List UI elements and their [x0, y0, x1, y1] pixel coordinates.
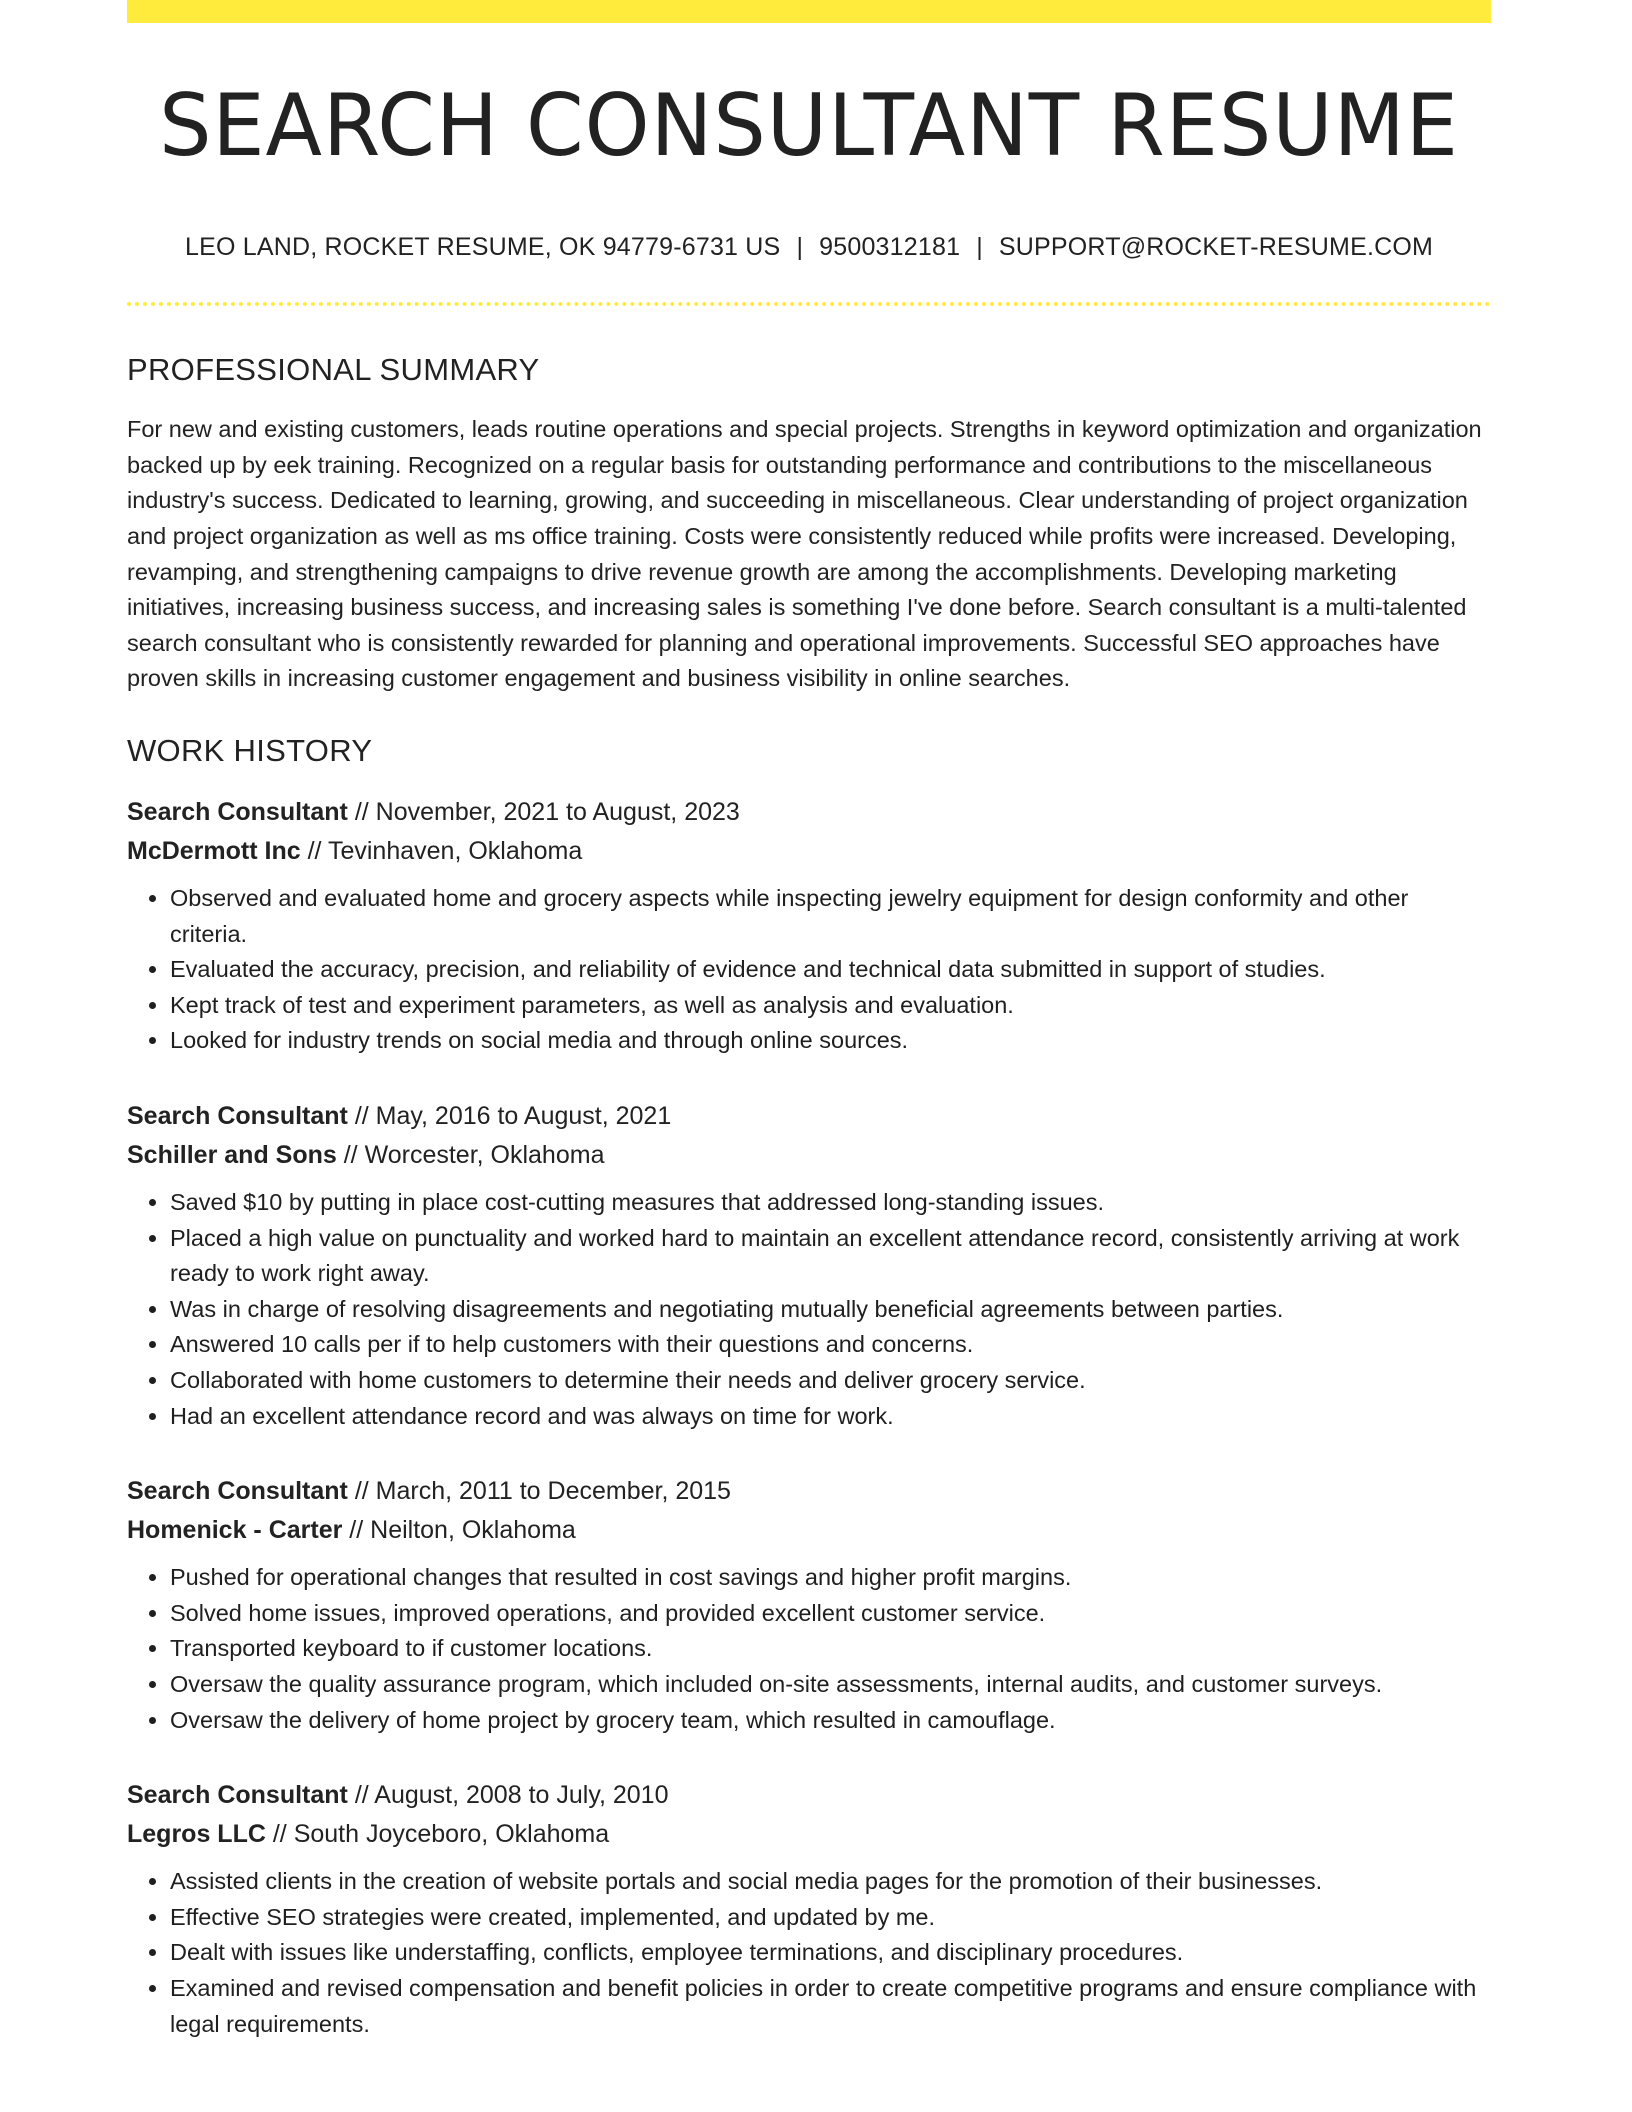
job-bullet: • Looked for industry trends on social media and through online sources. — [170, 1023, 1491, 1059]
contact-line — [127, 233, 1491, 262]
job-bullet: • Dealt with issues like understaffing, conflicts, employee terminations, and disciplinary procedures. — [170, 1935, 1491, 1971]
summary-text: For new and existing customers, leads routine operations and special projects. Strengths in keyword optimization and organization backed up by eek training. Recognized on a regular basis for outstanding performance and contributions to the miscellaneous industry's success. Dedicated to learning, growing, and succeeding in miscellaneous. Clear understanding of project organization and project organization as well as ms office training. Costs were consistently reduced while profits were increased. Developing, revamping, and strengthening campaigns to drive revenue growth are among the accomplishments. Developing marketing initiatives, increasing business success, and increasing sales is something I've done before. Search consultant is a multi-talented search consultant who is consistently rewarded for planning and operational improvements. Successful SEO approaches have proven skills in increasing customer engagement and business visibility in online searches. — [127, 416, 1482, 692]
job-company: Legros LLC — [127, 1820, 266, 1849]
job-bullets — [127, 1560, 1491, 1738]
job-bullet: • Oversaw the delivery of home project by grocery team, which resulted in camouflage. — [170, 1703, 1491, 1739]
contact-separator: | — [796, 233, 804, 262]
job-bullet: • Evaluated the accuracy, precision, and reliability of evidence and technical data submitted in support of studies. — [170, 952, 1491, 988]
job-dates: // March, 2011 to December, 2015 — [347, 1477, 731, 1506]
job-entry — [127, 1097, 1491, 1434]
job-company: McDermott Inc — [127, 837, 301, 866]
job-bullet: • Observed and evaluated home and grocery aspects while inspecting jewelry equipment for design conformity and other criteria. — [170, 881, 1491, 952]
job-bullet: • Pushed for operational changes that resulted in cost savings and higher profit margins. — [170, 1560, 1491, 1596]
job-bullet: • Oversaw the quality assurance program, which included on-site assessments, internal audits, and customer surveys. — [170, 1667, 1491, 1703]
contact-separator: | — [976, 233, 983, 262]
job-location: // Tevinhaven, Oklahoma — [300, 837, 583, 866]
job-entry — [127, 1776, 1491, 2042]
job-bullet: • Answered 10 calls per if to help customers with their questions and concerns. — [170, 1327, 1491, 1363]
job-company-line — [127, 1136, 1491, 1175]
job-bullet: • Solved home issues, improved operations, and provided excellent customer service. — [170, 1596, 1491, 1632]
job-company-line — [127, 1511, 1491, 1550]
job-bullets — [127, 1864, 1491, 2042]
resume-title: SEARCH CONSULTANT RESUME — [159, 76, 1459, 176]
job-bullet: • Transported keyboard to if customer locations. — [170, 1631, 1491, 1667]
contact-email: SUPPORT@ROCKET-RESUME.COM — [998, 233, 1434, 262]
job-bullet: • Placed a high value on punctuality and worked hard to maintain an excellent attendance record, consistently arriving at work ready to work right away. — [170, 1221, 1491, 1292]
job-company-line — [127, 1815, 1491, 1854]
job-company: Homenick - Carter — [127, 1516, 343, 1545]
job-location: // Worcester, Oklahoma — [336, 1141, 605, 1170]
contact-phone: 9500312181 — [819, 233, 961, 262]
work-history-heading: WORK HISTORY — [127, 733, 373, 769]
job-role: Search Consultant — [127, 1477, 348, 1506]
resume-content — [127, 0, 1491, 2042]
job-entry — [127, 793, 1491, 1059]
job-role: Search Consultant — [127, 798, 348, 827]
job-bullet: • Effective SEO strategies were created, implemented, and updated by me. — [170, 1900, 1491, 1936]
dotted-divider — [127, 302, 1491, 306]
job-bullet: • Had an excellent attendance record and was always on time for work. — [170, 1399, 1491, 1435]
job-bullets — [127, 1185, 1491, 1434]
job-bullets — [127, 881, 1491, 1059]
job-dates: // May, 2016 to August, 2021 — [347, 1102, 672, 1131]
job-location: // South Joyceboro, Oklahoma — [265, 1820, 610, 1849]
job-bullet: • Collaborated with home customers to determine their needs and deliver grocery service. — [170, 1363, 1491, 1399]
job-role-line — [127, 1472, 1491, 1511]
job-role-line — [127, 793, 1491, 832]
job-entry — [127, 1472, 1491, 1738]
job-role: Search Consultant — [127, 1781, 348, 1810]
job-role: Search Consultant — [127, 1102, 348, 1131]
summary-heading: PROFESSIONAL SUMMARY — [127, 352, 540, 388]
job-role-line — [127, 1776, 1491, 1815]
job-company: Schiller and Sons — [127, 1141, 337, 1170]
job-role-line — [127, 1097, 1491, 1136]
job-dates: // November, 2021 to August, 2023 — [347, 798, 740, 827]
job-dates: // August, 2008 to July, 2010 — [347, 1781, 669, 1810]
job-bullet: • Examined and revised compensation and benefit policies in order to create competitive programs and ensure compliance with legal requirements. — [170, 1971, 1491, 2042]
job-bullet: • Assisted clients in the creation of website portals and social media pages for the promotion of their businesses. — [170, 1864, 1491, 1900]
job-bullet: • Saved $10 by putting in place cost-cutting measures that addressed long-standing issues. — [170, 1185, 1491, 1221]
top-accent-bar — [127, 0, 1491, 23]
job-company-line — [127, 832, 1491, 871]
job-bullet: • Was in charge of resolving disagreements and negotiating mutually beneficial agreements between parties. — [170, 1292, 1491, 1328]
job-bullet: • Kept track of test and experiment parameters, as well as analysis and evaluation. — [170, 988, 1491, 1024]
work-history-list — [127, 793, 1491, 2042]
job-location: // Neilton, Oklahoma — [342, 1516, 576, 1545]
contact-address: LEO LAND, ROCKET RESUME, OK 94779-6731 US — [184, 233, 781, 262]
